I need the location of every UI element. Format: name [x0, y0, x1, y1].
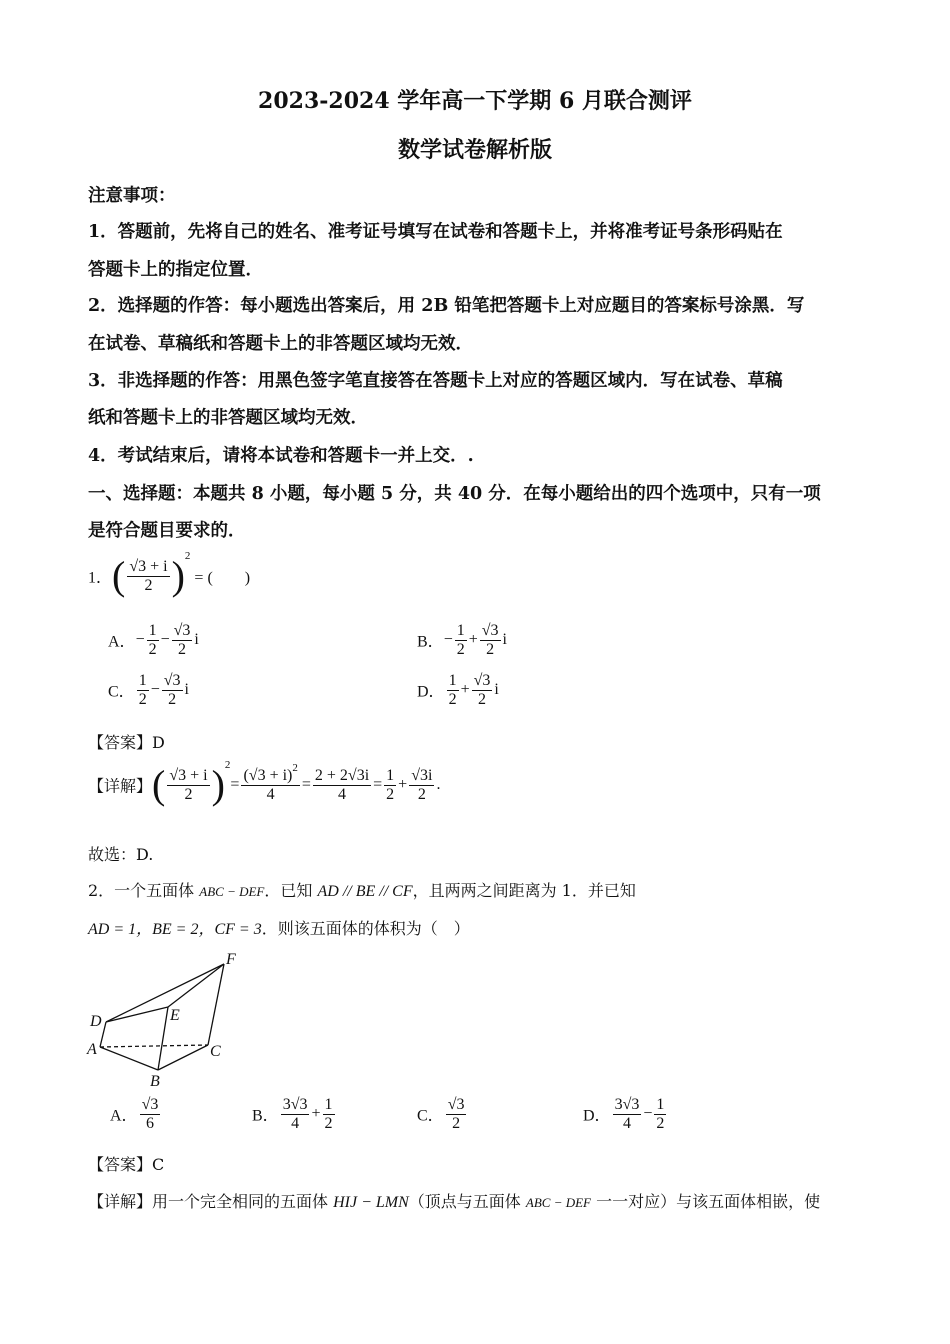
option-sign: −: [160, 631, 170, 649]
option-num: √3: [447, 1096, 465, 1113]
detail-exp: 2: [224, 759, 231, 771]
question-number: 1．: [88, 569, 113, 587]
option-num: 1: [324, 1096, 333, 1113]
q1-tail: = ( ): [194, 569, 251, 587]
option-label: D．: [583, 1107, 611, 1125]
detail-text: 一一对应）与该五面体相嵌，使: [591, 1192, 821, 1211]
option-unit: i: [184, 681, 189, 699]
option-num: √3: [141, 1096, 159, 1113]
detail-f4-den: 2: [386, 785, 395, 803]
section-heading-line2: 是符合题目要求的．: [88, 521, 246, 541]
option-label: C．: [417, 1107, 444, 1125]
option-den: 2: [477, 690, 486, 708]
notice-item-4: 4．考试结束后，请将本试卷和答题卡一并上交．.: [88, 446, 474, 466]
option-sign: +: [468, 631, 478, 649]
q1-exponent: 2: [184, 550, 191, 562]
detail-f2-den: 4: [266, 785, 275, 803]
q1-option-d[interactable]: [417, 672, 499, 708]
detail-f1-den: 2: [184, 785, 193, 803]
option-den: 2: [486, 640, 495, 658]
figure-label-e: E: [170, 1007, 180, 1024]
notice-item-1a: 1．答题前，先将自己的姓名、准考证号填写在试卷和答题卡上，并将准考证号条形码贴在: [88, 222, 783, 242]
pentahedron-figure: [84, 948, 254, 1093]
notice-item-3a: 3．非选择题的作答：用黑色签字笔直接答在答题卡上对应的答题区域内．写在试卷、草稿: [88, 371, 783, 391]
detail-f3-num: 2 + 2√3i: [314, 766, 370, 784]
option-num: √3: [173, 622, 191, 639]
option-label: D．: [417, 683, 445, 701]
option-num: 3√3: [614, 1096, 640, 1113]
q2-option-a[interactable]: [110, 1096, 162, 1132]
option-den: 2: [456, 640, 465, 658]
q2-option-d[interactable]: [583, 1096, 668, 1132]
q1-conclusion: 故选：D.: [88, 845, 154, 864]
q2-mid: ．已知: [264, 881, 318, 900]
q2-line2-suffix: ．则该五面体的体积为（ ）: [261, 919, 470, 938]
option-sign: −: [443, 631, 453, 649]
option-den: 2: [324, 1114, 333, 1132]
detail-text: 用一个完全相同的五面体: [152, 1192, 334, 1211]
option-label: C．: [108, 683, 135, 701]
option-sign: +: [311, 1105, 321, 1123]
option-den: 4: [622, 1114, 631, 1132]
figure-label-c: C: [210, 1043, 221, 1060]
q2-detail: [88, 1189, 820, 1212]
q2-prefix: 2．一个五面体: [88, 881, 200, 900]
option-label: A．: [110, 1107, 138, 1125]
option-unit: i: [494, 681, 499, 699]
detail-f2-exp: 2: [292, 761, 298, 774]
option-den: 6: [145, 1114, 154, 1132]
option-den: 2: [148, 640, 157, 658]
q2-conditions: AD = 1，BE = 2，CF = 3: [88, 921, 262, 938]
option-sign: −: [150, 681, 160, 699]
figure-label-b: B: [150, 1073, 160, 1090]
q1-answer: 【答案】D: [88, 733, 165, 752]
q1-option-c[interactable]: [108, 672, 189, 708]
option-den: 2: [178, 640, 187, 658]
option-den: 2: [656, 1114, 665, 1132]
option-unit: i: [194, 631, 199, 649]
option-sign: −: [643, 1105, 653, 1123]
q2-suffix: ，且两两之间距离为 1．并已知: [412, 881, 636, 900]
q1-detail: 【详解】( $\frac{√3 + i}{2}$ )$^2$= $\frac{(√3 + i)^2}{4}$ = $\frac{2 + 2√3i}{4}$ = $\frac{1}{2}$ + $\frac{√3i}{2}$ .: [88, 759, 441, 807]
q2-parallel: AD // BE // CF: [317, 883, 413, 900]
q2-line1: [88, 878, 636, 901]
option-unit: i: [502, 631, 507, 649]
notice-item-2b: 在试卷、草稿纸和答题卡上的非答题区域均无效．: [88, 334, 473, 354]
q2-answer: 【答案】C: [88, 1155, 165, 1174]
option-den: 2: [168, 690, 177, 708]
detail-f3-den: 4: [338, 785, 347, 803]
option-num: √3: [473, 672, 491, 689]
q1-option-b[interactable]: [417, 622, 507, 658]
q2-line2: [88, 916, 470, 939]
figure-label-a: A: [87, 1041, 97, 1058]
detail-f5-den: 2: [417, 785, 426, 803]
option-den: 2: [452, 1114, 461, 1132]
detail-text: （顶点与五面体: [408, 1192, 526, 1211]
option-den: 2: [138, 690, 147, 708]
notice-heading: 注意事项：: [88, 186, 176, 206]
notice-item-1b: 答题卡上的指定位置．: [88, 260, 263, 280]
option-num: √3: [481, 622, 499, 639]
detail-f2-num: (√3 + i): [243, 766, 293, 784]
option-num: 1: [656, 1096, 665, 1113]
option-num: 1: [456, 622, 465, 639]
figure-label-f: F: [226, 951, 236, 968]
page-subtitle: 数学试卷解析版: [397, 137, 552, 163]
q1-frac-num: √3 + i: [129, 557, 168, 575]
detail-label: 【详解】: [88, 1192, 153, 1211]
detail-f1-num: √3 + i: [169, 766, 208, 784]
q2-option-c[interactable]: [417, 1096, 468, 1132]
page-title: 2023-2024 学年高一下学期 6 月联合测评: [258, 88, 692, 114]
detail-solid-hij: HIJ − LMN: [333, 1194, 409, 1211]
question-1: 1．( $\frac{√3 + i}{2}$ )$^2$ = ( ): [88, 550, 251, 598]
q2-solid: ABC − DEF: [199, 884, 265, 899]
option-label: B．: [252, 1107, 279, 1125]
option-sign: −: [135, 631, 145, 649]
q1-option-a[interactable]: [108, 622, 199, 658]
option-num: 1: [448, 672, 457, 689]
detail-label: 【详解】: [88, 776, 153, 796]
detail-solid-abc: ABC − DEF: [525, 1195, 591, 1210]
option-num: 3√3: [282, 1096, 308, 1113]
option-sign: +: [460, 681, 470, 699]
option-label: B．: [417, 633, 444, 651]
detail-f4-num: 1: [386, 766, 395, 784]
notice-item-2a: 2．选择题的作答：每小题选出答案后，用 2B 铅笔把答题卡上对应题目的答案标号涂黑．写: [88, 296, 805, 316]
option-den: 2: [448, 690, 457, 708]
detail-f5-num: √3i: [411, 766, 433, 784]
q1-frac-den: 2: [144, 576, 153, 594]
option-num: 1: [148, 622, 157, 639]
notice-item-3b: 纸和答题卡上的非答题区域均无效．: [88, 408, 368, 428]
option-num: 1: [138, 672, 147, 689]
q2-option-b[interactable]: [252, 1096, 337, 1132]
option-label: A．: [108, 633, 136, 651]
figure-label-d: D: [90, 1013, 102, 1030]
option-den: 4: [291, 1114, 300, 1132]
option-num: √3: [163, 672, 181, 689]
section-heading-line1: 一、选择题：本题共 8 小题，每小题 5 分，共 40 分．在每小题给出的四个选项中，只有一项: [88, 484, 821, 504]
